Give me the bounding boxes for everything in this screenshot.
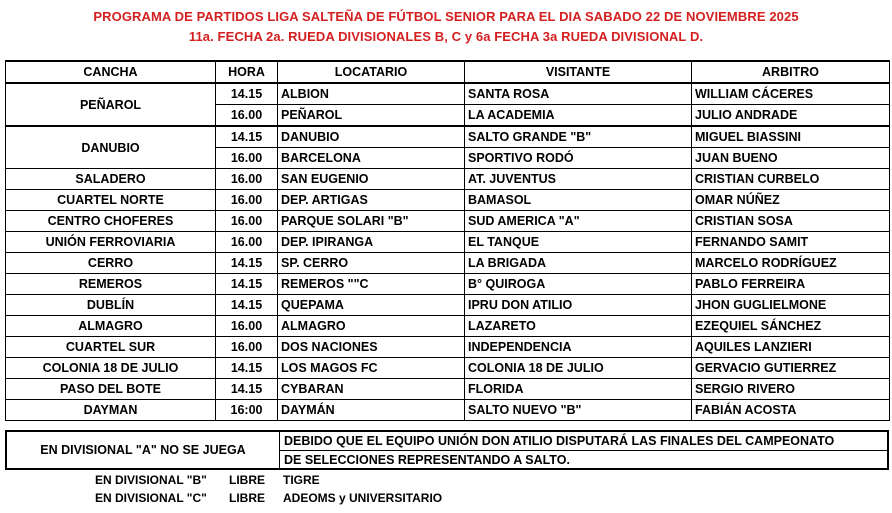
table-row [6, 295, 890, 316]
cancha-cell: CUARTEL SUR [6, 337, 216, 358]
hora-cell: 14.15 [216, 126, 278, 148]
hora-cell: 16.00 [216, 232, 278, 253]
table-row [6, 232, 890, 253]
locatario-cell: DOS NACIONES [278, 337, 465, 358]
table-row [6, 211, 890, 232]
cancha-cell: COLONIA 18 DE JULIO [6, 358, 216, 379]
table-row [6, 274, 890, 295]
cancha-cell: CERRO [6, 253, 216, 274]
visitante-cell: SALTO NUEVO "B" [465, 400, 692, 421]
arbitro-cell: JHON GUGLIELMONE [692, 295, 890, 316]
hora-cell: 14.15 [216, 295, 278, 316]
note-text [280, 432, 887, 468]
locatario-cell: PEÑAROL [278, 105, 465, 127]
note-label: EN DIVISIONAL "A" NO SE JUEGA [7, 432, 280, 468]
free-division-c [0, 489, 892, 507]
hora-cell: 14.15 [216, 83, 278, 105]
hora-cell: 16:00 [216, 400, 278, 421]
free-label: EN DIVISIONAL "B" [95, 473, 207, 487]
locatario-cell: QUEPAMA [278, 295, 465, 316]
locatario-cell: SP. CERRO [278, 253, 465, 274]
hora-cell: 14.15 [216, 274, 278, 295]
column-header-arbitro: ARBITRO [692, 61, 890, 83]
cancha-cell: CUARTEL NORTE [6, 190, 216, 211]
page-subtitle: 11a. FECHA 2a. RUEDA DIVISIONALES B, C y 6a FECHA 3a RUEDA DIVISIONAL D. [188, 29, 704, 44]
cancha-cell: DANUBIO [6, 126, 216, 169]
arbitro-cell: JUAN BUENO [692, 148, 890, 169]
free-teams: ADEOMS y UNIVERSITARIO [283, 491, 443, 505]
schedule-table [5, 60, 890, 421]
hora-cell: 16.00 [216, 148, 278, 169]
cancha-cell: UNIÓN FERROVIARIA [6, 232, 216, 253]
arbitro-cell: JULIO ANDRADE [692, 105, 890, 127]
hora-cell: 14.15 [216, 253, 278, 274]
table-row [6, 190, 890, 211]
hora-cell: 16.00 [216, 316, 278, 337]
cancha-cell: PASO DEL BOTE [6, 379, 216, 400]
hora-cell: 14.15 [216, 358, 278, 379]
arbitro-cell: FERNANDO SAMIT [692, 232, 890, 253]
arbitro-cell: GERVACIO GUTIERREZ [692, 358, 890, 379]
table-row [6, 169, 890, 190]
table-row [6, 126, 890, 148]
locatario-cell: PARQUE SOLARI "B" [278, 211, 465, 232]
arbitro-cell: PABLO FERREIRA [692, 274, 890, 295]
locatario-cell: BARCELONA [278, 148, 465, 169]
arbitro-cell: EZEQUIEL SÁNCHEZ [692, 316, 890, 337]
visitante-cell: LA ACADEMIA [465, 105, 692, 127]
free-label: EN DIVISIONAL "C" [95, 491, 207, 505]
hora-cell: 16.00 [216, 105, 278, 127]
locatario-cell: SAN EUGENIO [278, 169, 465, 190]
hora-cell: 16.00 [216, 337, 278, 358]
cancha-cell: SALADERO [6, 169, 216, 190]
table-row [6, 83, 890, 105]
cancha-cell: DUBLÍN [6, 295, 216, 316]
arbitro-cell: CRISTIAN SOSA [692, 211, 890, 232]
free-word: LIBRE [229, 473, 265, 487]
table-row [6, 253, 890, 274]
hora-cell: 16.00 [216, 169, 278, 190]
visitante-cell: FLORIDA [465, 379, 692, 400]
cancha-cell: ALMAGRO [6, 316, 216, 337]
locatario-cell: DEP. IPIRANGA [278, 232, 465, 253]
table-row [6, 358, 890, 379]
column-header-cancha: CANCHA [6, 61, 216, 83]
visitante-cell: LAZARETO [465, 316, 692, 337]
column-header-locatario: LOCATARIO [278, 61, 465, 83]
locatario-cell: LOS MAGOS FC [278, 358, 465, 379]
visitante-cell: SUD AMERICA "A" [465, 211, 692, 232]
cancha-cell: REMEROS [6, 274, 216, 295]
arbitro-cell: OMAR NÚÑEZ [692, 190, 890, 211]
locatario-cell: REMEROS ""C [278, 274, 465, 295]
visitante-cell: SANTA ROSA [465, 83, 692, 105]
locatario-cell: DAYMÁN [278, 400, 465, 421]
locatario-cell: ALBION [278, 83, 465, 105]
note-line-2: DE SELECCIONES REPRESENTANDO A SALTO. [284, 453, 570, 467]
arbitro-cell: FABIÁN ACOSTA [692, 400, 890, 421]
free-word: LIBRE [229, 491, 265, 505]
free-division-b [0, 471, 892, 489]
divisional-a-note [5, 430, 889, 470]
column-header-visitante: VISITANTE [465, 61, 692, 83]
visitante-cell: SPORTIVO RODÓ [465, 148, 692, 169]
locatario-cell: DEP. ARTIGAS [278, 190, 465, 211]
visitante-cell: SALTO GRANDE "B" [465, 126, 692, 148]
visitante-cell: BAMASOL [465, 190, 692, 211]
table-row [6, 316, 890, 337]
table-row [6, 400, 890, 421]
locatario-cell: CYBARAN [278, 379, 465, 400]
arbitro-cell: AQUILES LANZIERI [692, 337, 890, 358]
visitante-cell: AT. JUVENTUS [465, 169, 692, 190]
arbitro-cell: CRISTIAN CURBELO [692, 169, 890, 190]
visitante-cell: LA BRIGADA [465, 253, 692, 274]
arbitro-cell: SERGIO RIVERO [692, 379, 890, 400]
locatario-cell: DANUBIO [278, 126, 465, 148]
visitante-cell: B° QUIROGA [465, 274, 692, 295]
locatario-cell: ALMAGRO [278, 316, 465, 337]
table-row [6, 337, 890, 358]
column-header-hora: HORA [216, 61, 278, 83]
hora-cell: 16.00 [216, 211, 278, 232]
visitante-cell: INDEPENDENCIA [465, 337, 692, 358]
note-line-1: DEBIDO QUE EL EQUIPO UNIÓN DON ATILIO DISPUTARÁ LAS FINALES DEL CAMPEONATO [280, 432, 887, 451]
cancha-cell: CENTRO CHOFERES [6, 211, 216, 232]
page-title: PROGRAMA DE PARTIDOS LIGA SALTEÑA DE FÚTBOL SENIOR PARA EL DIA SABADO 22 DE NOVIEMBRE 2025 [93, 9, 799, 24]
visitante-cell: COLONIA 18 DE JULIO [465, 358, 692, 379]
arbitro-cell: WILLIAM CÁCERES [692, 83, 890, 105]
visitante-cell: EL TANQUE [465, 232, 692, 253]
cancha-cell: PEÑAROL [6, 83, 216, 126]
table-header-row [6, 61, 890, 83]
arbitro-cell: MARCELO RODRÍGUEZ [692, 253, 890, 274]
arbitro-cell: MIGUEL BIASSINI [692, 126, 890, 148]
hora-cell: 14.15 [216, 379, 278, 400]
table-row [6, 379, 890, 400]
visitante-cell: IPRU DON ATILIO [465, 295, 692, 316]
free-teams: TIGRE [283, 473, 320, 487]
cancha-cell: DAYMAN [6, 400, 216, 421]
hora-cell: 16.00 [216, 190, 278, 211]
